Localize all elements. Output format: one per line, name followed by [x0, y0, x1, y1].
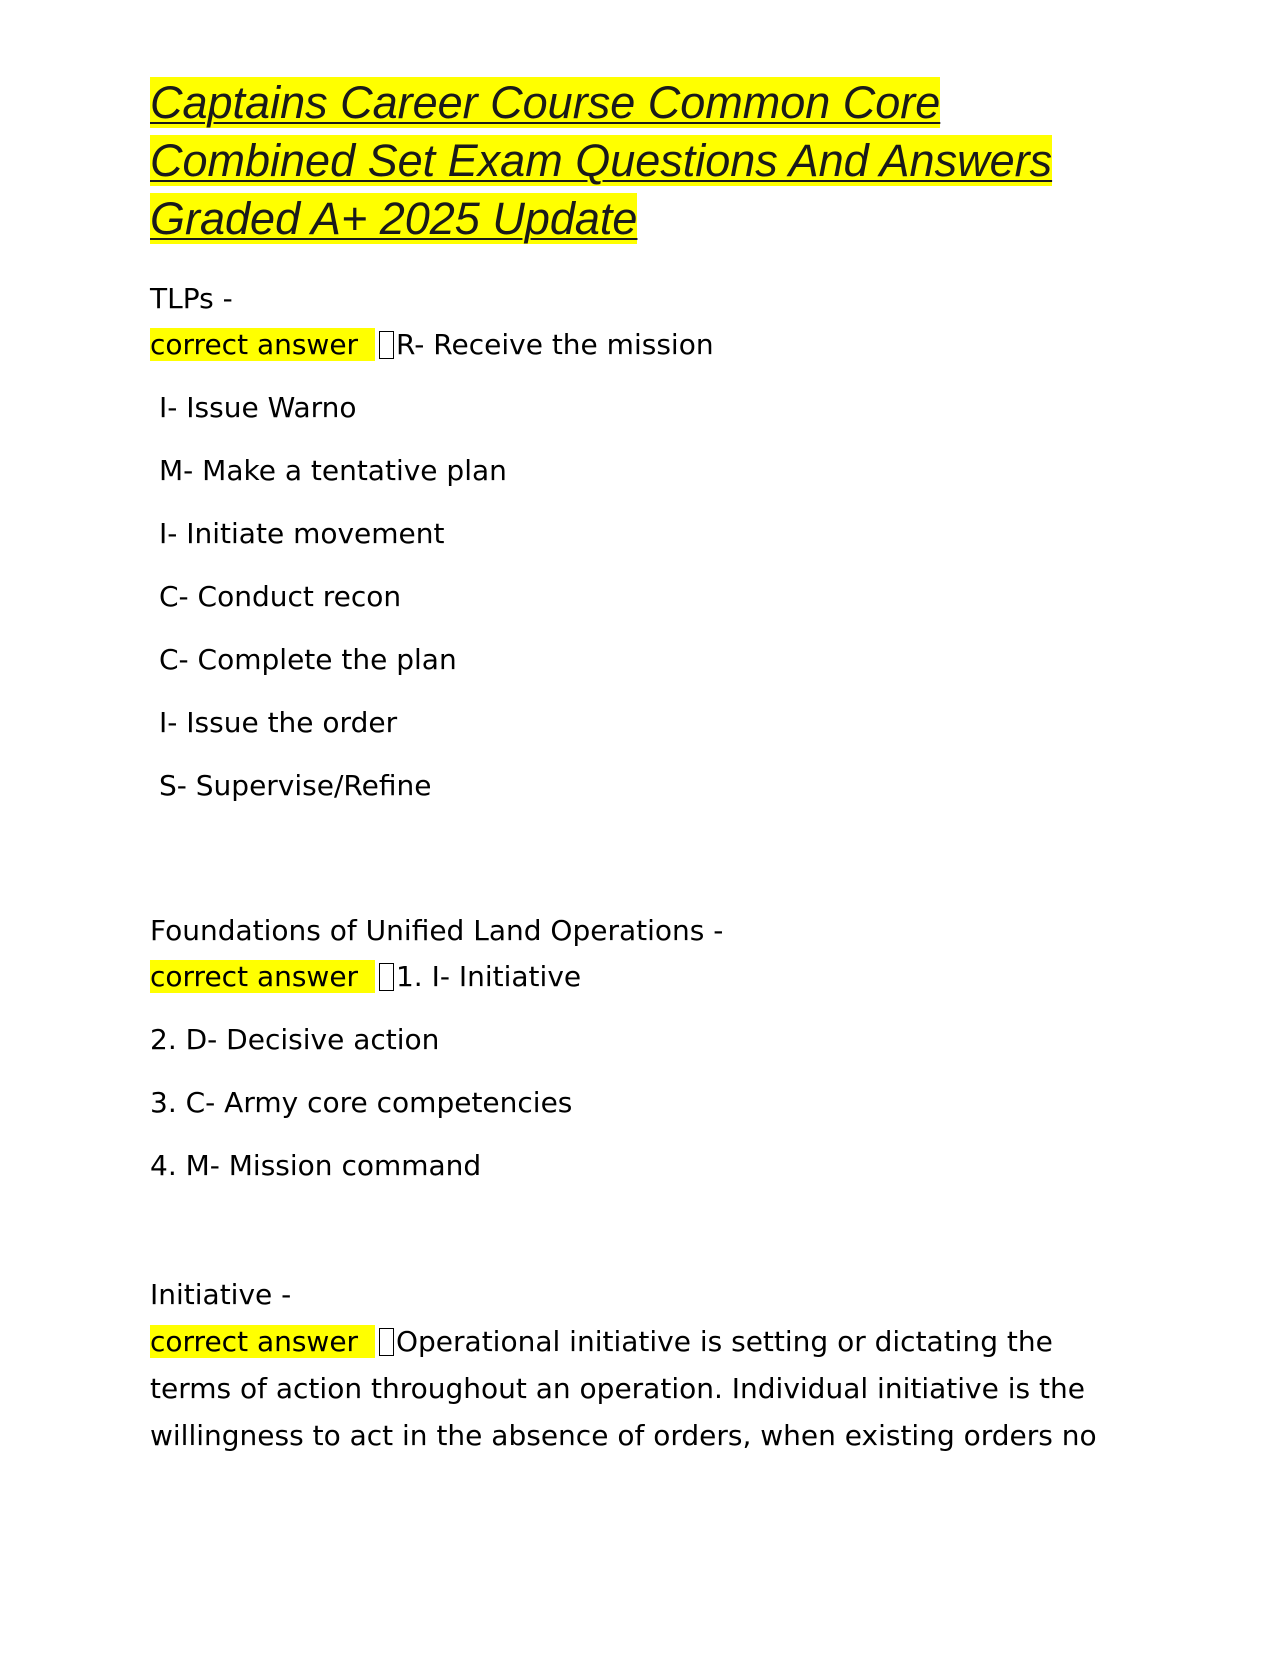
answer-text: R- Receive the mission — [395, 328, 714, 361]
qa-section-tlps — [150, 276, 1130, 817]
correct-answer-label: correct answer — [150, 960, 375, 993]
question-text: TLPs - — [150, 282, 233, 315]
qa-section-foundations — [150, 908, 1130, 1197]
question-text: Foundations of Unified Land Operations - — [150, 914, 724, 947]
answer-list — [150, 376, 1130, 817]
answer-continuation-line: willingness to act in the absence of orders, when existing orders no — [150, 1419, 1097, 1452]
answer-text: Operational initiative is setting or dictating the — [395, 1325, 1053, 1358]
list-item: I- Issue the order — [159, 706, 398, 739]
correct-answer-label: correct answer — [150, 1325, 375, 1358]
list-item: I- Issue Warno — [159, 391, 357, 424]
answer-text: 1. I- Initiative — [395, 960, 582, 993]
list-item: S- Supervise/Refine — [159, 769, 432, 802]
document-title — [150, 74, 1110, 248]
list-item: 4. M- Mission command — [150, 1149, 482, 1182]
list-item: C- Complete the plan — [159, 643, 457, 676]
answer-list — [150, 1008, 1130, 1197]
answer-line — [150, 1318, 1130, 1365]
missing-glyph-icon — [379, 331, 394, 359]
list-item: M- Make a tentative plan — [159, 454, 507, 487]
qa-section-initiative — [150, 1272, 1130, 1459]
answer-line — [150, 954, 1130, 1000]
list-item: I- Initiate movement — [159, 517, 445, 550]
list-item: C- Conduct recon — [159, 580, 402, 613]
missing-glyph-icon — [379, 1328, 394, 1356]
list-item: 3. C- Army core competencies — [150, 1086, 573, 1119]
missing-glyph-icon — [379, 963, 394, 991]
question-text: Initiative - — [150, 1278, 292, 1311]
document-title-text: Captains Career Course Common Core Combined Set Exam Questions And Answers Graded A+ 2025 Update — [150, 77, 1053, 244]
list-item: 2. D- Decisive action — [150, 1023, 440, 1056]
correct-answer-label: correct answer — [150, 328, 375, 361]
answer-continuation-line: terms of action throughout an operation. Individual initiative is the — [150, 1372, 1085, 1405]
answer-line — [150, 322, 1130, 368]
